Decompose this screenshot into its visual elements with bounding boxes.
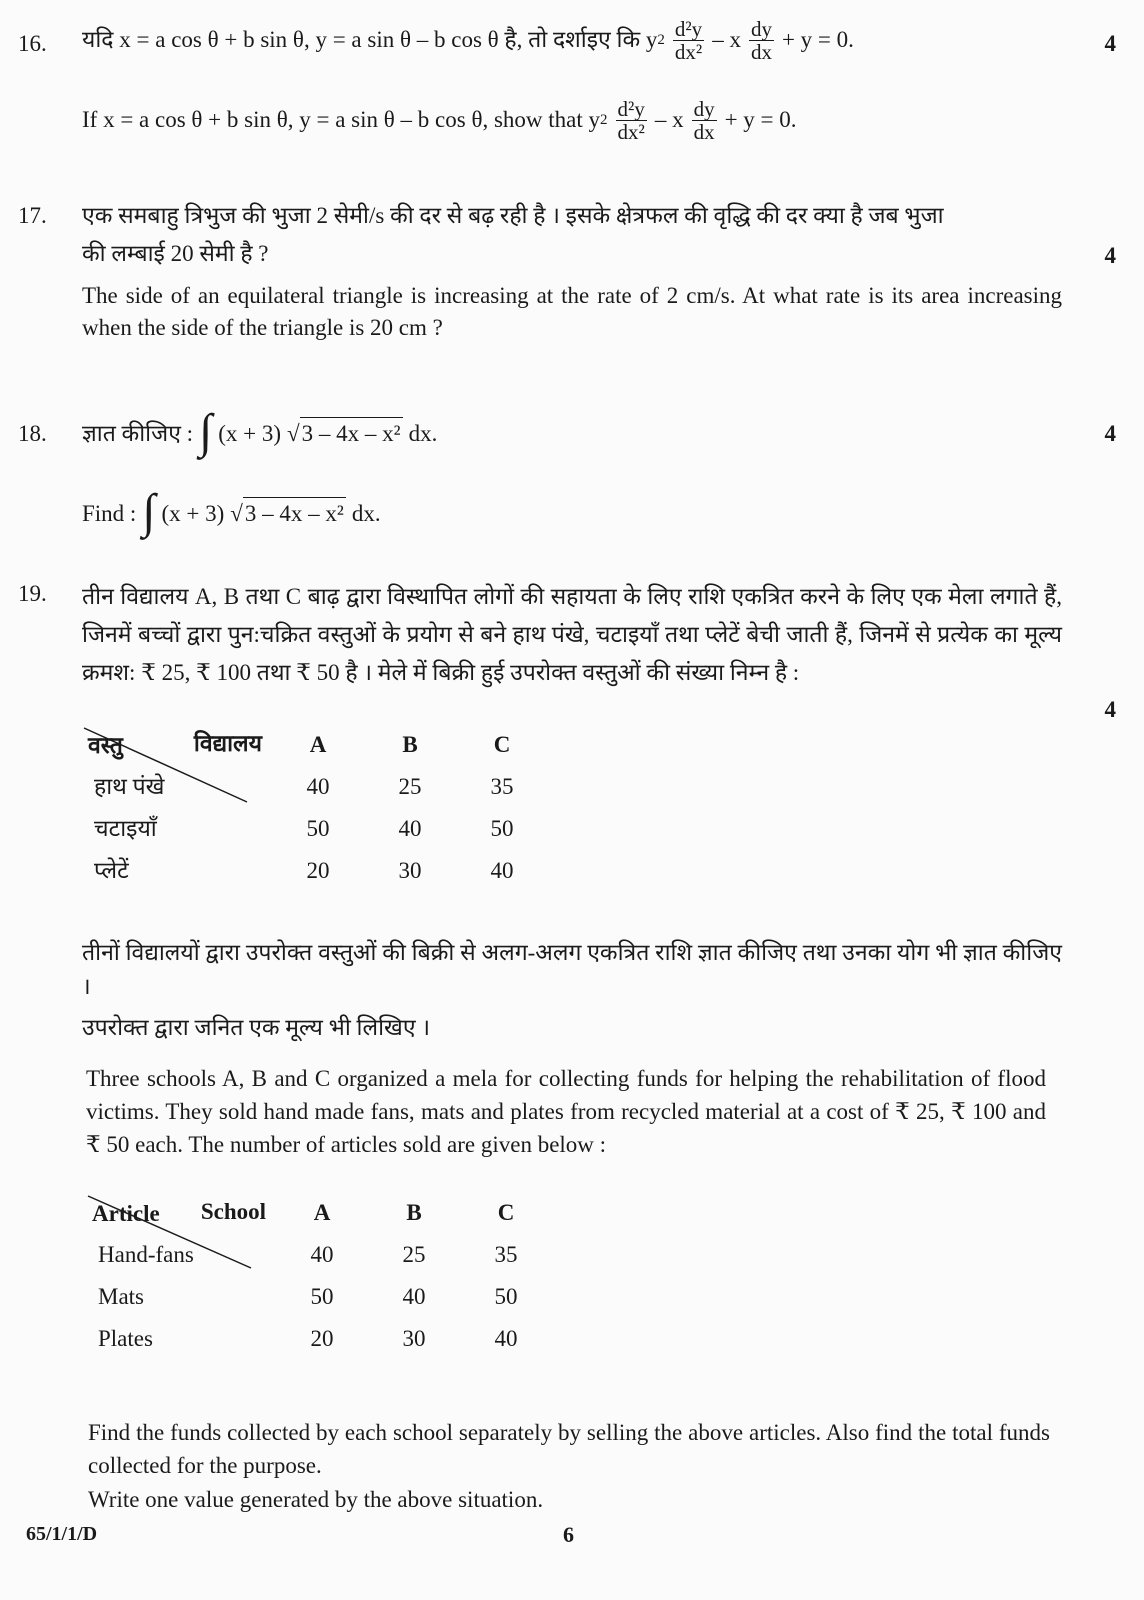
english-table bbox=[86, 1192, 552, 1360]
question-19-hindi-after2: उपरोक्त द्वारा जनित एक मूल्य भी लिखिए । bbox=[82, 1015, 431, 1040]
radical-sign-icon: √ bbox=[287, 421, 300, 447]
column-header: C bbox=[497, 1199, 515, 1225]
question-17-hindi-line2: की लम्बाई 20 सेमी है ? bbox=[82, 241, 269, 266]
cell: 30 bbox=[398, 857, 422, 883]
hindi-text: ज्ञात कीजिए : bbox=[82, 420, 194, 446]
question-18-hindi bbox=[82, 405, 1054, 458]
cell: 20 bbox=[310, 1325, 334, 1351]
marks: 4 bbox=[1104, 697, 1116, 722]
radicand: 3 – 4x – x² bbox=[243, 497, 346, 530]
question-number: 18. bbox=[18, 421, 47, 446]
square-root bbox=[230, 497, 346, 530]
cell: 40 bbox=[310, 1241, 334, 1267]
minus-x: – x bbox=[712, 27, 741, 53]
column-header: A bbox=[309, 731, 327, 757]
question-number: 19. bbox=[18, 581, 47, 606]
column-header: C bbox=[493, 731, 511, 757]
column-header: B bbox=[402, 731, 418, 757]
question-16-hindi bbox=[82, 18, 1054, 63]
question-number: 16. bbox=[18, 31, 47, 56]
question-19-english-after2: Write one value generated by the above situation. bbox=[88, 1487, 544, 1512]
question-17-hindi-line1: एक समबाहु त्रिभुज की भुजा 2 सेमी/s की दर से बढ़ रही है । इसके क्षेत्रफल की वृद्धि की दर क्या है जब भुजा bbox=[82, 203, 944, 228]
marks: 4 bbox=[1104, 31, 1116, 56]
header-bottom: वस्तु bbox=[88, 732, 123, 758]
differential: dx. bbox=[408, 420, 438, 446]
row-label: Hand-fans bbox=[98, 1241, 194, 1267]
integrand: (x + 3) bbox=[161, 500, 225, 526]
question-19-hindi-para: तीन विद्यालय A, B तथा C बाढ़ द्वारा विस्थापित लोगों की सहायता के लिए राशि एकत्रित करने के लिए एक मेला लगाते हैं, जिनमें बच्चों द्वारा पुन:चक्रित वस्तुओं के प्रयोग से बने हाथ पंखे, चटाइयाँ तथा प्लेटें बेची जाती हैं, जिनमें से प्रत्येक का मूल्य क्रमश: ₹ 25, ₹ 100 तथा ₹ 50 है । मेले में बिक्री हुई उपरोक्त वस्तुओं की संख्या निम्न है : bbox=[82, 584, 1063, 685]
cell: 35 bbox=[490, 773, 514, 799]
table-header-corner bbox=[86, 1192, 276, 1234]
cell: 50 bbox=[490, 815, 514, 841]
column-header: B bbox=[406, 1199, 422, 1225]
row-label: प्लेटें bbox=[94, 857, 129, 883]
cell: 35 bbox=[494, 1241, 518, 1267]
header-top: विद्यालय bbox=[193, 731, 262, 756]
question-16-english bbox=[82, 98, 1054, 143]
marks: 4 bbox=[1104, 243, 1116, 268]
integrand: (x + 3) bbox=[218, 420, 282, 446]
equation-tail: + y = 0. bbox=[724, 107, 797, 133]
cell: 40 bbox=[494, 1325, 518, 1351]
exponent: 2 bbox=[657, 32, 665, 49]
question-17-english: The side of an equilateral triangle is increasing at the rate of 2 cm/s. At what rate is its area increasing when the side of the triangle is 20 cm ? bbox=[82, 283, 1062, 341]
table-row bbox=[86, 1276, 552, 1318]
integral-sign: ∫ bbox=[142, 485, 156, 538]
english-text: Find : bbox=[82, 500, 137, 526]
question-18-english bbox=[82, 485, 1054, 538]
table-header-corner bbox=[82, 724, 272, 766]
radicand: 3 – 4x – x² bbox=[300, 417, 403, 450]
differential: dx. bbox=[351, 500, 381, 526]
page-number: 6 bbox=[563, 1522, 574, 1547]
cell: 40 bbox=[306, 773, 330, 799]
column-header: A bbox=[313, 1199, 331, 1225]
minus-x: – x bbox=[654, 107, 684, 133]
question-19-hindi-after1: तीनों विद्यालयों द्वारा उपरोक्त वस्तुओं की बिक्री से अलग-अलग एकत्रित राशि ज्ञात कीजिए तथा उनका योग भी ज्ञात कीजिए । bbox=[82, 940, 1062, 999]
question-19-english-after1: Find the funds collected by each school separately by selling the above articles. Also find the total funds collected for the purpose. bbox=[88, 1420, 1050, 1478]
square-root bbox=[287, 417, 403, 450]
second-derivative: $\frac{\text{d²y}}{\text{dx²}}$ bbox=[617, 97, 645, 145]
row-label: Mats bbox=[98, 1283, 144, 1309]
cell: 50 bbox=[306, 815, 330, 841]
table-row bbox=[86, 1318, 552, 1360]
equation-tail: + y = 0. bbox=[781, 27, 854, 53]
first-derivative: $\frac{dy}{dx}$ bbox=[693, 97, 715, 145]
second-derivative: $\frac{\text{d²y}}{\text{dx²}}$ bbox=[674, 17, 703, 65]
table-row bbox=[82, 808, 548, 850]
question-19-english-para: Three schools A, B and C organized a mela for collecting funds for helping the rehabilitation of flood victims. They sold hand made fans, mats and plates from recycled material at a cost of ₹ 25, ₹ 100 and ₹ 50 each. The number of articles sold are given below : bbox=[86, 1066, 1046, 1157]
radical-sign-icon: √ bbox=[230, 501, 243, 527]
paper-code: 65/1/1/D bbox=[26, 1523, 98, 1545]
row-label: चटाइयाँ bbox=[94, 815, 157, 841]
marks: 4 bbox=[1104, 421, 1116, 446]
cell: 50 bbox=[310, 1283, 334, 1309]
row-label: हाथ पंखे bbox=[94, 773, 165, 799]
first-derivative: $\frac{dy}{dx}$ bbox=[750, 17, 772, 65]
english-text: If x = a cos θ + b sin θ, y = a sin θ – b cos θ, show that y bbox=[82, 107, 601, 133]
exponent: 2 bbox=[600, 112, 608, 129]
cell: 30 bbox=[402, 1325, 426, 1351]
cell: 50 bbox=[494, 1283, 518, 1309]
cell: 40 bbox=[402, 1283, 426, 1309]
cell: 40 bbox=[490, 857, 514, 883]
cell: 40 bbox=[398, 815, 422, 841]
cell: 20 bbox=[306, 857, 330, 883]
cell: 25 bbox=[402, 1241, 426, 1267]
row-label: Plates bbox=[98, 1325, 153, 1351]
integral-sign: ∫ bbox=[199, 405, 213, 458]
question-number: 17. bbox=[18, 203, 47, 228]
table-row bbox=[82, 850, 548, 892]
hindi-table bbox=[82, 724, 548, 892]
header-bottom: Article bbox=[92, 1200, 160, 1226]
header-top: School bbox=[200, 1199, 266, 1224]
cell: 25 bbox=[398, 773, 422, 799]
hindi-text: यदि x = a cos θ + b sin θ, y = a sin θ – b cos θ है, तो दर्शाइए कि y bbox=[82, 27, 658, 53]
